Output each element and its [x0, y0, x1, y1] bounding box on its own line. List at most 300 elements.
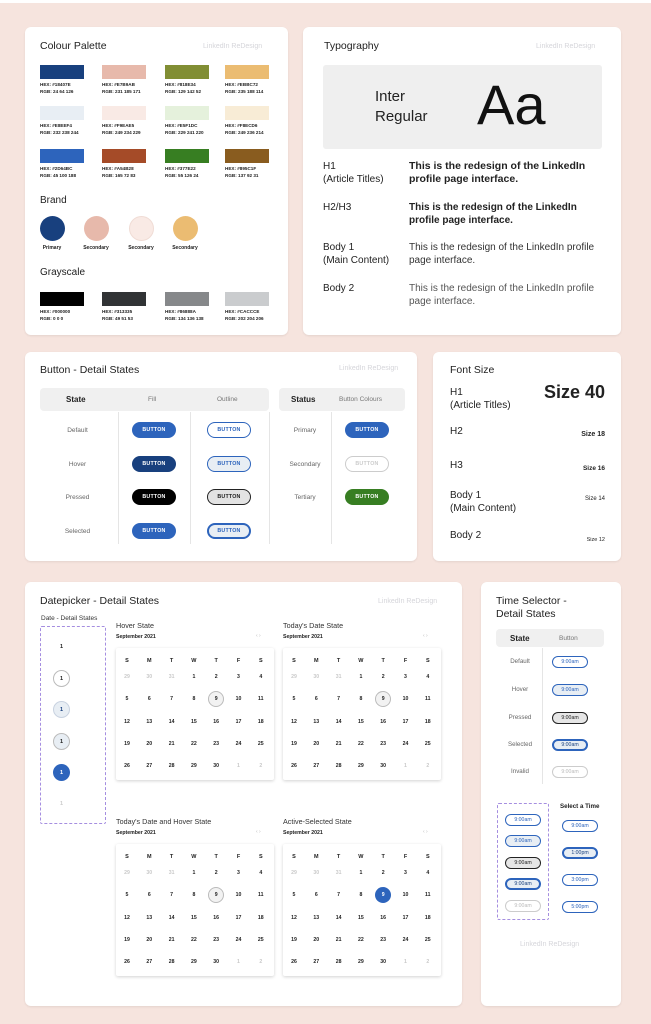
font-style-label: Body 1 (Main Content)	[450, 490, 517, 514]
swatch-color	[40, 149, 84, 163]
swatch-color	[225, 65, 269, 79]
calendar-day[interactable]: 2	[381, 674, 385, 680]
swatch-hex: HEX: #86888A	[165, 309, 196, 314]
status-label: Secondary	[289, 461, 321, 468]
calendar-day[interactable]: 25	[257, 740, 264, 747]
date-states-frame	[40, 626, 106, 824]
watermark: LinkedIn ReDesign	[203, 43, 263, 50]
calendar-day[interactable]: 16	[213, 718, 220, 725]
calendar-day[interactable]: 22	[358, 936, 364, 943]
swatch-hex: HEX: #18407E	[40, 82, 71, 87]
swatch-rgb: RGB: 137 92 31	[225, 172, 259, 178]
card-title: Datepicker - Detail States	[40, 595, 160, 607]
colour-swatch	[40, 149, 84, 179]
calendar-state-title: Today's Date and Hover State	[116, 817, 212, 826]
swatch-hex: HEX: #A54B28	[102, 166, 134, 171]
calendar-day[interactable]: 9	[208, 691, 224, 707]
outline-button[interactable]: BUTTON	[207, 523, 251, 539]
swatch-rgb: RGB: 165 72 83	[102, 172, 136, 178]
calendar-day[interactable]: 22	[358, 740, 364, 747]
brand-label: Secondary	[128, 245, 154, 251]
calendar-day[interactable]: 19	[291, 740, 297, 747]
calendar-day[interactable]: 1	[359, 870, 363, 876]
calendar-day[interactable]: 12	[291, 718, 297, 725]
gray-swatch	[102, 292, 146, 322]
calendar-day[interactable]: 7	[337, 696, 341, 703]
calendar-day[interactable]: 30	[146, 870, 153, 876]
calendar-day[interactable]: 25	[424, 936, 431, 943]
calendar-day[interactable]: 20	[146, 936, 153, 943]
calendar-month: September 2021	[116, 634, 156, 640]
brand-color-circle	[84, 216, 109, 241]
type-style-sample: This is the redesign of the LinkedIn profile page interface.	[409, 242, 595, 266]
status-button[interactable]: BUTTON	[345, 489, 389, 505]
calendar-grid	[283, 648, 441, 780]
time-state-label: Hover	[511, 686, 529, 693]
time-button[interactable]: 9:00am	[552, 684, 588, 696]
divider	[331, 412, 332, 544]
calendar-day[interactable]: 6	[314, 892, 318, 899]
swatch-color	[102, 292, 146, 306]
calendar-day[interactable]: 4	[426, 674, 430, 680]
calendar-day[interactable]: 27	[146, 763, 153, 770]
calendar-day[interactable]: 27	[313, 763, 320, 770]
swatch-hex: HEX: #E8EEF4	[40, 123, 72, 128]
fill-button[interactable]: BUTTON	[132, 422, 176, 438]
weekday-label: F	[236, 658, 241, 664]
status-label: Primary	[293, 427, 317, 434]
calendar-day[interactable]: 20	[313, 740, 320, 747]
font-size-card	[433, 352, 621, 561]
calendar-day[interactable]: 9	[208, 887, 224, 903]
calendar-day[interactable]: 22	[191, 936, 197, 943]
swatch-hex: HEX: #EBBC72	[225, 82, 258, 87]
calendar-day[interactable]: 3	[404, 674, 407, 680]
calendar-day[interactable]: 30	[213, 959, 220, 966]
swatch-color	[102, 149, 146, 163]
calendar-day[interactable]: 27	[146, 959, 153, 966]
brand-swatch	[30, 216, 74, 251]
type-style-sample: This is the redesign of the LinkedIn profile page interface.	[409, 160, 586, 185]
calendar-day[interactable]: 1	[192, 674, 196, 680]
calendar-day[interactable]: 28	[335, 959, 342, 966]
outline-button[interactable]: BUTTON	[207, 456, 251, 472]
time-state-label: Default	[510, 658, 530, 665]
font-style-label: H3	[450, 460, 463, 471]
weekday-label: M	[147, 658, 152, 664]
calendar-day[interactable]: 26	[124, 959, 130, 966]
font-size-value: Size 16	[582, 465, 605, 472]
type-style-label: Body 2	[323, 283, 355, 294]
swatch-rgb: RGB: 231 185 171	[102, 88, 141, 94]
calendar-day[interactable]: 12	[124, 914, 130, 921]
swatch-color	[165, 292, 209, 306]
divider	[269, 412, 270, 544]
calendar-day[interactable]: 26	[124, 763, 130, 770]
calendar-day[interactable]: 12	[124, 718, 130, 725]
calendar-day[interactable]: 21	[168, 740, 175, 747]
calendar-day[interactable]: 1	[404, 959, 407, 966]
calendar-day[interactable]: 28	[168, 763, 175, 770]
calendar-day[interactable]: 3	[404, 870, 407, 876]
calendar-day[interactable]: 2	[259, 959, 263, 966]
calendar-state-title: Today's Date State	[283, 621, 344, 630]
time-option[interactable]: 3:00pm	[562, 874, 598, 886]
calendar-day[interactable]: 13	[146, 914, 153, 921]
calendar-day[interactable]: 15	[358, 718, 364, 725]
calendar-day[interactable]: 30	[380, 959, 387, 966]
fill-button[interactable]: BUTTON	[132, 489, 176, 505]
font-size-value: Size 14	[584, 496, 605, 502]
calendar-day[interactable]: 3	[237, 870, 240, 876]
brand-color-circle	[40, 216, 65, 241]
weekday-label: W	[191, 854, 197, 860]
date-state-day[interactable]: 1	[53, 764, 70, 781]
calendar-day[interactable]: 13	[313, 718, 320, 725]
calendar-day[interactable]: 7	[337, 892, 341, 899]
calendar-day[interactable]: 30	[213, 763, 220, 770]
calendar-state-title: Hover State	[116, 621, 154, 630]
swatch-hex: HEX: #CACCCE	[225, 309, 260, 314]
calendar-day[interactable]: 24	[402, 936, 409, 943]
calendar-day[interactable]: 31	[335, 870, 342, 876]
weekday-label: S	[258, 658, 263, 664]
date-state-day[interactable]: 1	[53, 670, 70, 687]
calendar-day[interactable]: 1	[192, 870, 196, 876]
time-list-item[interactable]: 9:00am	[505, 878, 541, 890]
calendar-day[interactable]: 6	[314, 696, 318, 703]
calendar-day[interactable]: 24	[235, 936, 242, 943]
time-state-label: Selected	[507, 741, 533, 748]
calendar-day[interactable]: 23	[213, 740, 220, 747]
calendar-day[interactable]: 10	[235, 892, 242, 899]
calendar-day[interactable]: 29	[124, 870, 130, 876]
font-style-label: Body 2	[450, 530, 482, 541]
calendar-day[interactable]: 19	[124, 740, 130, 747]
calendar-day[interactable]: 26	[291, 959, 297, 966]
datepicker-card	[25, 582, 462, 1006]
calendar-day[interactable]: 16	[380, 718, 387, 725]
calendar-day[interactable]: 30	[146, 674, 153, 680]
calendar-day[interactable]: 20	[146, 740, 153, 747]
calendar-day[interactable]: 11	[258, 892, 264, 899]
colour-swatch	[102, 106, 146, 136]
type-style-label: H1 (Article Titles)	[323, 161, 384, 185]
time-option[interactable]: 5:00pm	[562, 901, 598, 913]
calendar-day[interactable]: 18	[424, 914, 431, 921]
calendar-day[interactable]: 21	[335, 740, 342, 747]
outline-button[interactable]: BUTTON	[207, 422, 251, 438]
swatch-rgb: RGB: 134 136 138	[165, 315, 204, 321]
calendar-day[interactable]: 23	[380, 740, 387, 747]
typography-card	[303, 27, 621, 335]
swatch-color	[102, 65, 146, 79]
col-button: Button	[559, 635, 578, 642]
colour-swatch	[225, 65, 269, 95]
colour-palette-card	[25, 27, 288, 335]
calendar-day[interactable]: 29	[191, 763, 197, 770]
calendar-day[interactable]: 8	[359, 892, 363, 899]
calendar-day[interactable]: 6	[147, 696, 151, 703]
calendar-day[interactable]: 25	[257, 936, 264, 943]
calendar-day[interactable]: 7	[170, 696, 174, 703]
calendar-day[interactable]: 14	[168, 914, 175, 921]
state-label: Default	[67, 427, 88, 434]
time-list-item[interactable]: 9:00am	[505, 900, 541, 912]
time-button[interactable]: 9:00am	[552, 766, 588, 778]
date-state-day[interactable]: 1	[53, 701, 70, 718]
swatch-rgb: RGB: 249 234 229	[102, 129, 141, 135]
colour-swatch	[40, 65, 84, 95]
gray-swatch	[165, 292, 209, 322]
colour-swatch	[40, 106, 84, 136]
calendar-day[interactable]: 16	[213, 914, 220, 921]
calendar-day[interactable]: 1	[237, 959, 240, 966]
select-time-label: Select a Time	[560, 803, 600, 810]
swatch-hex: HEX: #818E34	[165, 82, 196, 87]
calendar-day[interactable]: 4	[259, 870, 263, 876]
time-state-label: Invalid	[511, 768, 529, 775]
calendar-day[interactable]: 21	[335, 936, 342, 943]
calendar-day[interactable]: 1	[237, 763, 240, 770]
calendar-day[interactable]: 15	[191, 914, 197, 921]
calendar-day[interactable]: 31	[335, 674, 342, 680]
calendar-day[interactable]: 2	[259, 763, 263, 770]
weekday-label: M	[314, 854, 319, 860]
col-outline: Outline	[217, 396, 238, 403]
fill-button[interactable]: BUTTON	[132, 456, 176, 472]
col-state: State	[510, 634, 530, 643]
type-style-sample: This is the redesign of the LinkedIn profile page interface.	[409, 202, 577, 226]
calendar-day[interactable]: 17	[235, 914, 242, 921]
weekday-label: M	[314, 658, 319, 664]
date-state-day[interactable]: 1	[53, 733, 70, 750]
calendar-day[interactable]: 14	[168, 718, 175, 725]
calendar-day[interactable]: 5	[125, 696, 129, 703]
swatch-color	[225, 149, 269, 163]
calendar-day[interactable]: 6	[147, 892, 151, 899]
calendar-day[interactable]: 5	[292, 696, 296, 703]
calendar-day[interactable]: 27	[313, 959, 320, 966]
calendar-day[interactable]: 18	[424, 718, 431, 725]
calendar-day[interactable]: 9	[375, 887, 391, 903]
calendar-day[interactable]: 23	[213, 936, 220, 943]
calendar-day[interactable]: 23	[380, 936, 387, 943]
time-button[interactable]: 9:00am	[552, 712, 588, 724]
brand-label: Secondary	[172, 245, 198, 251]
type-style-label: H2/H3	[323, 202, 352, 213]
type-style-label: Body 1 (Main Content)	[323, 242, 390, 266]
calendar-day[interactable]: 4	[426, 870, 430, 876]
brand-label: Primary	[42, 245, 62, 251]
calendar-day[interactable]: 29	[124, 674, 130, 680]
calendar-day[interactable]: 1	[359, 674, 363, 680]
swatch-hex: HEX: #000000	[40, 309, 71, 314]
divider	[190, 412, 191, 544]
swatch-rgb: RGB: 229 241 220	[165, 129, 204, 135]
brand-heading: Brand	[40, 195, 67, 206]
swatch-rgb: RGB: 45 100 188	[40, 172, 77, 178]
colour-swatch	[225, 149, 269, 179]
date-state-day[interactable]: 1	[53, 795, 70, 812]
calendar-day[interactable]: 2	[214, 674, 218, 680]
watermark: LinkedIn ReDesign	[339, 365, 399, 372]
weekday-label: T	[169, 854, 174, 860]
calendar-day[interactable]: 10	[402, 892, 409, 899]
time-list-item[interactable]: 9:00am	[505, 835, 541, 847]
time-button[interactable]: 9:00am	[552, 739, 588, 751]
calendar-day[interactable]: 14	[335, 718, 342, 725]
swatch-color	[40, 292, 84, 306]
calendar-day[interactable]: 29	[358, 959, 364, 966]
calendar-day[interactable]: 13	[313, 914, 320, 921]
weekday-label: W	[358, 854, 364, 860]
brand-swatch	[119, 216, 163, 251]
calendar-day[interactable]: 31	[168, 870, 175, 876]
calendar-day[interactable]: 4	[259, 674, 263, 680]
time-selector-card	[481, 582, 621, 1006]
swatch-rgb: RGB: 235 188 114	[225, 88, 264, 94]
calendar-day[interactable]: 7	[170, 892, 174, 899]
font-style-label: H2	[450, 426, 463, 437]
button-states-card	[25, 352, 417, 561]
calendar-grid	[116, 844, 274, 976]
calendar-day[interactable]: 16	[380, 914, 387, 921]
calendar-day[interactable]: 21	[168, 936, 175, 943]
calendar-day[interactable]: 28	[335, 763, 342, 770]
calendar-day[interactable]: 17	[402, 914, 409, 921]
calendar-day[interactable]: 10	[402, 696, 409, 703]
calendar-day[interactable]: 15	[358, 914, 364, 921]
status-button[interactable]: BUTTON	[345, 456, 389, 472]
card-title: Typography	[324, 40, 379, 52]
calendar-state-title: Active-Selected State	[283, 817, 352, 826]
swatch-hex: HEX: #313335	[102, 309, 133, 314]
calendar-day[interactable]: 30	[380, 763, 387, 770]
calendar-day[interactable]: 17	[402, 718, 409, 725]
time-list-item[interactable]: 9:00am	[505, 857, 541, 869]
weekday-label: T	[214, 658, 218, 664]
calendar-nav[interactable]: ‹ ›	[256, 633, 261, 639]
calendar-day[interactable]: 15	[191, 718, 197, 725]
fill-button[interactable]: BUTTON	[132, 523, 176, 539]
calendar-day[interactable]: 29	[358, 763, 364, 770]
calendar-day[interactable]: 18	[257, 914, 264, 921]
card-title: Colour Palette	[40, 40, 107, 52]
weekday-label: T	[169, 658, 174, 664]
calendar-day[interactable]: 10	[235, 696, 242, 703]
top-edge	[0, 0, 651, 3]
calendar-day[interactable]: 29	[191, 959, 197, 966]
col-colours: Button Colours	[339, 396, 382, 403]
calendar-nav[interactable]: ‹ ›	[423, 829, 428, 835]
calendar-day[interactable]: 3	[237, 674, 240, 680]
weekday-label: S	[258, 854, 263, 860]
calendar-month: September 2021	[283, 634, 323, 640]
calendar-day[interactable]: 11	[425, 892, 431, 899]
card-title: Time Selector - Detail States	[496, 595, 567, 620]
calendar-day[interactable]: 12	[291, 914, 297, 921]
font-preview	[323, 65, 602, 149]
col-status: Status	[291, 395, 316, 404]
calendar-day[interactable]: 5	[292, 892, 296, 899]
calendar-day[interactable]: 9	[375, 691, 391, 707]
time-option[interactable]: 9:00am	[562, 820, 598, 832]
swatch-rgb: RGB: 249 236 214	[225, 129, 264, 135]
calendar-nav[interactable]: ‹ ›	[256, 829, 261, 835]
calendar-day[interactable]: 31	[168, 674, 175, 680]
swatch-hex: HEX: #E5F1DC	[165, 123, 198, 128]
calendar-day[interactable]: 13	[146, 718, 153, 725]
time-option[interactable]: 1:00pm	[562, 847, 598, 859]
calendar-day[interactable]: 11	[425, 696, 431, 703]
calendar-day[interactable]: 18	[257, 718, 264, 725]
calendar-day[interactable]: 17	[235, 718, 242, 725]
font-size-value: Size 18	[581, 431, 605, 438]
swatch-hex: HEX: #2D64BC	[40, 166, 73, 171]
calendar-day[interactable]: 25	[424, 740, 431, 747]
calendar-day[interactable]: 29	[291, 674, 297, 680]
grayscale-heading: Grayscale	[40, 267, 86, 278]
calendar-day[interactable]: 24	[235, 740, 242, 747]
calendar-month: September 2021	[283, 830, 323, 836]
colour-swatch	[165, 149, 209, 179]
calendar-day[interactable]: 14	[335, 914, 342, 921]
calendar-day[interactable]: 22	[191, 740, 197, 747]
weekday-label: F	[403, 854, 408, 860]
weekday-label: F	[236, 854, 241, 860]
outline-button[interactable]: BUTTON	[207, 489, 251, 505]
calendar-day[interactable]: 19	[124, 936, 130, 943]
calendar-day[interactable]: 8	[192, 696, 196, 703]
colour-swatch	[102, 149, 146, 179]
swatch-rgb: RGB: 49 51 53	[102, 315, 133, 321]
swatch-hex: HEX: #E7B9AB	[102, 82, 135, 87]
calendar-day[interactable]: 2	[426, 763, 430, 770]
calendar-nav[interactable]: ‹ ›	[423, 633, 428, 639]
calendar-day[interactable]: 8	[359, 696, 363, 703]
time-button[interactable]: 9:00am	[552, 656, 588, 668]
swatch-color	[40, 106, 84, 120]
calendar-day[interactable]: 2	[381, 870, 385, 876]
calendar-day[interactable]: 8	[192, 892, 196, 899]
calendar-day[interactable]: 19	[291, 936, 297, 943]
calendar-day[interactable]: 1	[404, 763, 407, 770]
calendar-day[interactable]: 24	[402, 740, 409, 747]
calendar-day[interactable]: 30	[313, 674, 320, 680]
time-list-item[interactable]: 9:00am	[505, 814, 541, 826]
divider	[118, 412, 119, 544]
calendar-day[interactable]: 11	[258, 696, 264, 703]
calendar-day[interactable]: 30	[313, 870, 320, 876]
calendar-day[interactable]: 5	[125, 892, 129, 899]
date-state-day[interactable]: 1	[53, 638, 70, 655]
calendar-day[interactable]: 20	[313, 936, 320, 943]
calendar-day[interactable]: 2	[214, 870, 218, 876]
status-button[interactable]: BUTTON	[345, 422, 389, 438]
calendar-day[interactable]: 26	[291, 763, 297, 770]
type-style-sample: This is the redesign of the LinkedIn profile page interface.	[409, 283, 595, 307]
calendar-day[interactable]: 2	[426, 959, 430, 966]
weekday-label: T	[336, 658, 341, 664]
calendar-day[interactable]: 29	[291, 870, 297, 876]
watermark: LinkedIn ReDesign	[378, 598, 438, 605]
colour-swatch	[165, 106, 209, 136]
calendar-day[interactable]: 28	[168, 959, 175, 966]
calendar-month: September 2021	[116, 830, 156, 836]
swatch-color	[165, 65, 209, 79]
watermark: LinkedIn ReDesign	[520, 941, 580, 948]
